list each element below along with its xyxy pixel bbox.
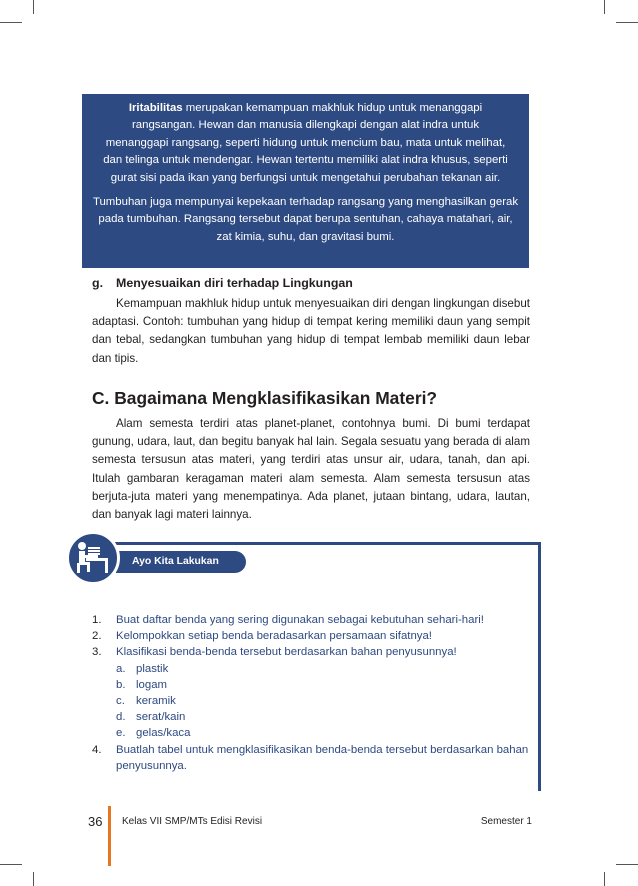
sub-item	[116, 677, 532, 693]
task-text: Kelompokkan setiap benda beradasarkan persamaan sifatnya!	[116, 630, 432, 643]
section-heading-c: C. Bagaimana Mengklasifikasikan Materi?	[92, 388, 438, 408]
sub-item	[116, 709, 532, 725]
crop-mark	[604, 872, 605, 886]
sub-item-letter: c.	[116, 695, 125, 708]
task-item	[92, 628, 532, 644]
task-text: Buat daftar benda yang sering digunakan sebagai kebutuhan sehari-hari!	[116, 614, 484, 626]
sub-item-letter: b.	[116, 678, 126, 691]
subsection-letter: g.	[92, 276, 104, 290]
material-sublist	[116, 661, 532, 742]
sub-item-letter: d.	[116, 711, 126, 724]
task-item	[92, 742, 532, 774]
crop-mark	[33, 0, 34, 14]
sub-item	[116, 693, 532, 709]
subsection-title: Menyesuaikan diri terhadap Lingkungan	[116, 276, 353, 290]
crop-mark	[0, 864, 22, 865]
crop-mark	[0, 22, 22, 23]
paragraph-materials	[92, 415, 530, 524]
sub-item-letter: e.	[116, 727, 126, 740]
task-text: Klasifikasi benda-benda tersebut berdasarkan bahan penyusunnya!	[116, 646, 457, 659]
sub-item-text: keramik	[136, 695, 176, 708]
crop-mark	[33, 872, 34, 886]
info-paragraph-2: Tumbuhan juga mempunyai kepekaan terhadap rangsang yang menghasilkan gerak pada tumbuhan. Rangsang tersebut dapat berupa sentuhan, cahaya matahari, air, zat kimia, suhu, dan gravitasi bumi.	[92, 196, 519, 243]
crop-mark	[604, 0, 605, 14]
info-paragraph-1	[92, 100, 519, 187]
crop-mark	[616, 864, 638, 865]
sub-item	[116, 725, 532, 741]
info-paragraph-1-text: merupakan kemampuan makhluk hidup untuk menanggapi rangsangan. Hewan dan manusia dilengkapi dengan alat indra untuk menanggapi rangsang, seperti hidung untuk mencium bau, mata untuk melihat, dan telinga untuk mendengar. Hewan tertentu memiliki alat indra khusus, seperti gurat sisi pada ikan yang berfungsi untuk mengetahui perubahan tekanan air.	[103, 102, 508, 184]
paragraph-adaptation	[92, 295, 530, 368]
task-text: Buatlah tabel untuk mengklasifikasikan benda-benda tersebut berdasarkan bahan penyusunnya.	[116, 743, 529, 772]
student-desk-icon	[72, 537, 114, 579]
sub-item-letter: a.	[116, 662, 126, 675]
task-number: 3.	[92, 646, 102, 659]
footer-divider	[108, 806, 111, 866]
paragraph-adaptation-text: Kemampuan makhluk hidup untuk menyesuaikan diri dengan lingkungan disebut adaptasi. Contoh: tumbuhan yang hidup di tempat kering memiliki daun yang sempit dan tebal, sedangkan tumbuhan yang hidup di tempat lembab memiliki daun lebar dan tipis.	[92, 297, 530, 365]
sub-item-text: gelas/kaca	[136, 727, 191, 740]
info-box-irritability	[82, 94, 529, 268]
task-number: 4.	[92, 743, 102, 756]
sub-item	[116, 661, 532, 677]
footer-semester: Semester 1	[480, 816, 532, 827]
crop-mark	[616, 22, 638, 23]
sub-item-text: logam	[136, 678, 168, 691]
sub-item-text: serat/kain	[136, 711, 186, 724]
task-item	[92, 644, 532, 741]
paragraph-materials-text: Alam semesta terdiri atas planet-planet, contohnya bumi. Di bumi terdapat gunung, udara, laut, dan begitu banyak hal lain. Segala sesuatu yang berada di alam semesta tersusun atas materi, yang terdiri atas unsur air, udara, tanah, dan api. Itulah gambaran keragaman materi alam semesta. Alam semesta tersusun atas berjuta-juta materi yang menempatinya. Ada planet, jutaan bintang, udara, lautan, dan banyak lagi materi lainnya.	[92, 417, 530, 522]
term-iritabilitas: Iritabilitas	[128, 102, 183, 114]
footer-book-title: Kelas VII SMP/MTs Edisi Revisi	[122, 816, 263, 827]
activity-tab-label: Ayo Kita Lakukan	[116, 551, 246, 573]
sub-item-text: plastik	[136, 662, 169, 675]
activity-task-list	[92, 612, 532, 774]
task-number: 1.	[92, 614, 102, 626]
page-number: 36	[88, 814, 103, 829]
subsection-heading-g	[92, 276, 353, 290]
task-item	[92, 612, 532, 628]
task-number: 2.	[92, 630, 102, 643]
